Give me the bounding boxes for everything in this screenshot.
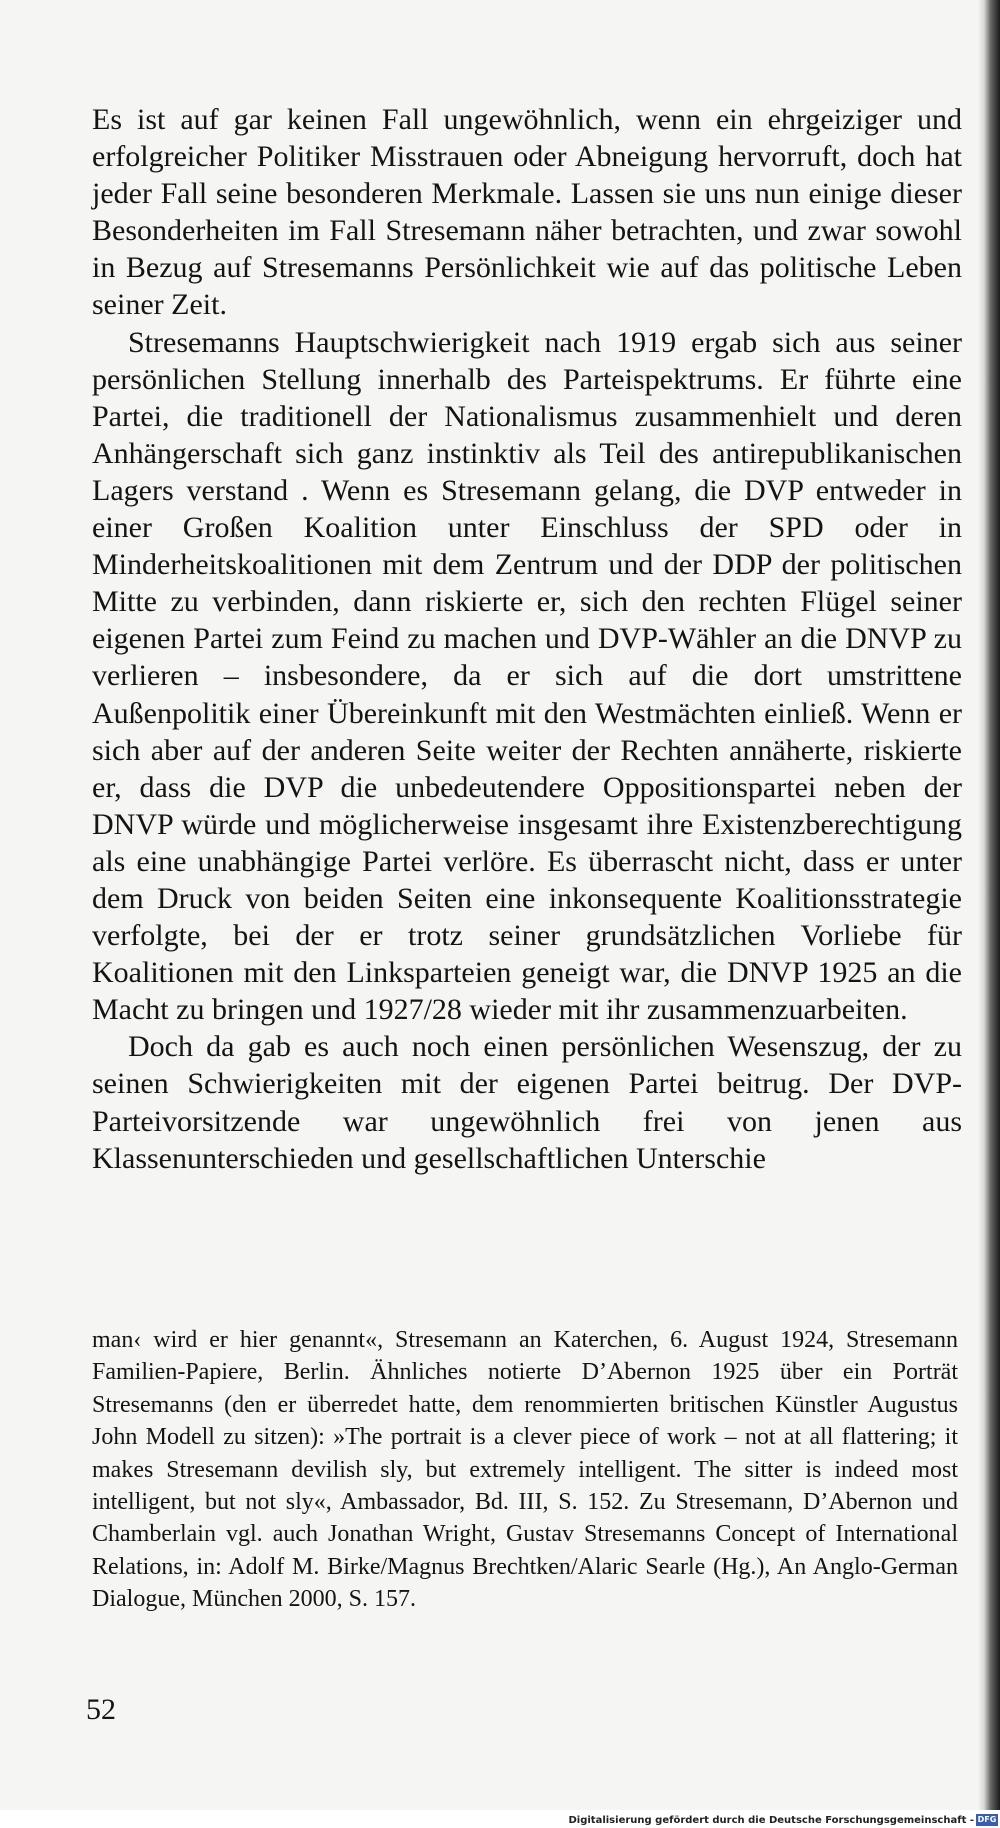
footnote: man‹ wird er hier genannt«, Stresemann an Katerchen, 6. August 1924, Stresemann Familien-Papiere, Berlin. Ähnliches notierte D’Abernon 1925 über ein Porträt Stresemanns (den er überredet hatte, dem renommierten britischen Künstler Augustus John Modell zu sitzen): »The portrait is a clever piece of work – not at all flattering; it makes Stresemann devilish sly, but extremely intelligent. The sitter is indeed most intelligent, but not sly«, Ambassador, Bd. III, S. 152. Zu Stresemann, D’Abernon und Chamberlain vgl. auch Jonathan Wright, Gustav Stresemanns Concept of International Relations, in: Adolf M. Birke/Magnus Brechtken/Alaric Searle (Hg.), An Anglo-German Dialogue, München 2000, S. 157. (92, 1327, 958, 1613)
binding-edge (984, 0, 1000, 1810)
dfg-logo-icon: DFG (977, 1815, 997, 1824)
paragraph-2: Stresemanns Hauptschwierigkeit nach 1919 ergab sich aus seiner persönlichen Stellung innerhalb des Parteispektrums. Er führte eine Partei, die traditionell der Nationalismus zusammenhielt und deren Anhängerschaft sich ganz instinktiv als Teil des antirepublikanischen Lagers verstand . Wenn es Stresemann gelang, die DVP entweder in einer Großen Koalition unter Einschluss der SPD oder in Minderheitskoalitionen mit dem Zentrum und der DDP der politischen Mitte zu verbinden, dann riskierte er, sich den rechten Flügel seiner eigenen Partei zum Feind zu machen und DVP-Wähler an die DNVP zu verlieren – insbesondere, da er sich auf die dort umstrittene Außenpolitik einer Übereinkunft mit den Westmächten einließ. Wenn er sich aber auf der anderen Seite weiter der Rechten annäherte, riskierte er, dass die DVP die unbedeutendere Oppositionspartei neben der DNVP würde und möglicherweise insgesamt ihre Existenzberechtigung als eine unabhängige Partei verlöre. Es überrascht nicht, dass er unter dem Druck von beiden Seiten eine inkonsequente Koalitionsstrategie verfolgte, bei der er trotz seiner grundsätzlichen Vorliebe für Koalitionen mit den Linksparteien geneigt war, die DNVP 1925 an die Macht zu bringen und 1927/28 wieder mit ihr zusammenzuarbeiten. (92, 325, 962, 1027)
digitization-footer (0, 1810, 1000, 1828)
digitization-credit: Digitalisierung gefördert durch die Deutsche Forschungsgemeinschaft - (568, 1815, 974, 1826)
page-number: 52 (86, 1693, 116, 1726)
paragraph-1: Es ist auf gar keinen Fall ungewöhnlich, wenn ein ehrgeiziger und erfolgreicher Politiker Misstrauen oder Abneigung hervorruft, doch hat jeder Fall seine besonderen Merkmale. Lassen sie uns nun einige dieser Besonderheiten im Fall Stresemann näher betrachten, und zwar sowohl in Bezug auf Stresemanns Persönlichkeit wie auf das politische Leben seiner Zeit. (92, 103, 962, 322)
main-text (92, 101, 962, 1177)
paragraph-3: Doch da gab es auch noch einen persönlichen Wesenszug, der zu seinen Schwierigkeiten mit der eigenen Partei beitrug. Der DVP-Parteivorsitzende war ungewöhnlich frei von jenen aus Klassenunterschieden und gesellschaftlichen Unterschie (92, 1030, 962, 1175)
